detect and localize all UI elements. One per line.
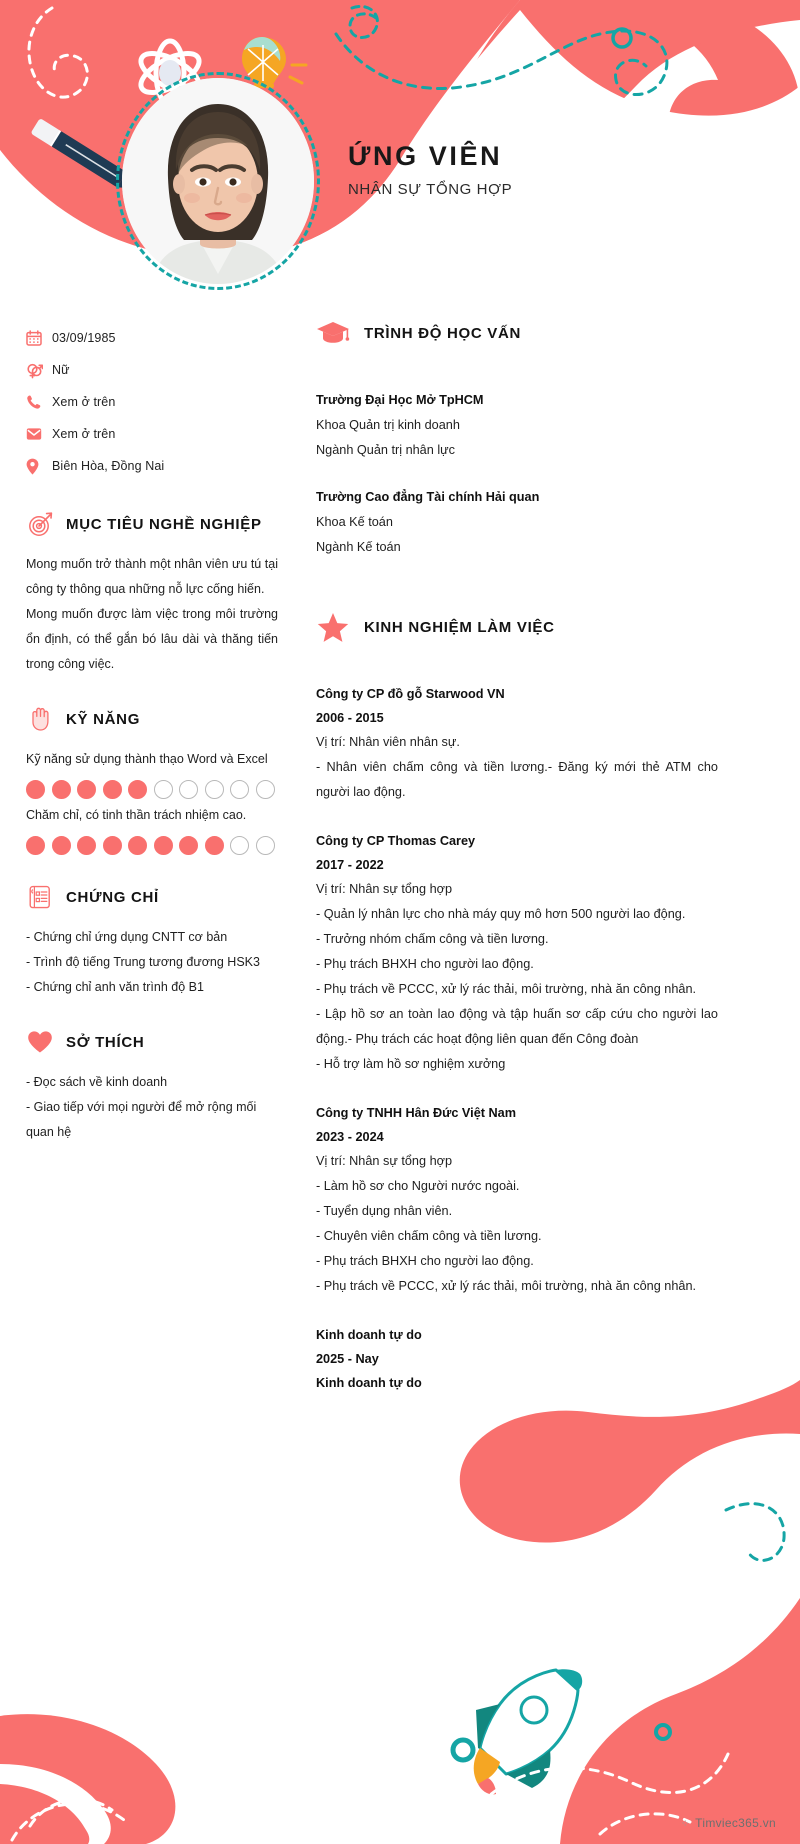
skill-dot[interactable] — [128, 836, 147, 855]
education-item — [316, 388, 718, 463]
skill-dot[interactable] — [52, 780, 71, 799]
certificate-list — [26, 925, 278, 1000]
experience-bullet: - Lập hồ sơ an toàn lao động và tập huấn sơ cấp cứu cho người lao động.- Phụ trách các hoạt động liên quan đến Công đoàn — [316, 1007, 718, 1046]
section-title: TRÌNH ĐỘ HỌC VẤN — [364, 324, 522, 342]
skill-dot[interactable] — [230, 780, 249, 799]
calendar-icon — [26, 330, 52, 346]
experience-bullet: - Làm hồ sơ cho Người nước ngoài. — [316, 1179, 520, 1193]
section-title: KINH NGHIỆM LÀM VIỆC — [364, 618, 555, 636]
experience-bullet: - Phụ trách về PCCC, xử lý rác thải, môi trường, nhà ăn công nhân. — [316, 982, 697, 996]
list-item: - Trình độ tiếng Trung tương đương HSK3 — [26, 955, 260, 969]
section-title: MỤC TIÊU NGHỀ NGHIỆP — [66, 515, 262, 533]
skill-dot[interactable] — [230, 836, 249, 855]
experience-bullet: - Phụ trách về PCCC, xử lý rác thải, môi trường, nhà ăn công nhân. — [316, 1279, 697, 1293]
experience-company: Công ty TNHH Hân Đức Việt Nam — [316, 1106, 516, 1120]
skill-dot[interactable] — [205, 836, 224, 855]
objective-text — [26, 552, 278, 677]
experience-bullet: - Tuyển dụng nhân viên. — [316, 1204, 453, 1218]
skill-dot[interactable] — [205, 780, 224, 799]
section-header-certificates — [26, 883, 278, 911]
contact-item-address — [26, 450, 278, 482]
skill-item — [26, 747, 278, 799]
section-header-skills — [26, 705, 278, 733]
experience-item — [316, 682, 718, 805]
section-header-objective — [26, 510, 278, 538]
gender-icon — [26, 362, 52, 379]
experience-item — [316, 1323, 718, 1395]
experience-bullet: - Chuyên viên chấm công và tiền lương. — [316, 1229, 542, 1243]
experience-bullet: - Phụ trách BHXH cho người lao động. — [316, 957, 534, 971]
contact-item-birthday — [26, 322, 278, 354]
skill-dot[interactable] — [77, 836, 96, 855]
brand-label: Timviec365.vn — [695, 1816, 776, 1830]
objective-line: Mong muốn được làm việc trong môi trường ổn định, có thể gắn bó lâu dài và thăng tiến trong công việc. — [26, 607, 278, 671]
skill-dot[interactable] — [256, 836, 275, 855]
skill-dot[interactable] — [103, 780, 122, 799]
objective-line: Mong muốn trở thành một nhân viên ưu tú tại công ty thông qua những nỗ lực cống hiến. — [26, 557, 278, 596]
checklist-icon — [26, 883, 54, 911]
right-column — [300, 312, 760, 1419]
experience-position: Vị trí: Nhân sự tổng hợp — [316, 1154, 453, 1168]
list-item: - Giao tiếp với mọi người để mở rộng mối quan hệ — [26, 1100, 257, 1139]
contact-item-email[interactable] — [26, 418, 278, 450]
education-faculty: Khoa Quản trị kinh doanh — [316, 418, 460, 432]
skill-dot[interactable] — [26, 836, 45, 855]
skill-dot[interactable] — [179, 780, 198, 799]
avatar — [122, 78, 314, 284]
section-title: CHỨNG CHỈ — [66, 888, 159, 906]
left-column — [0, 312, 300, 1419]
section-header-hobbies — [26, 1028, 278, 1056]
contact-item-phone[interactable] — [26, 386, 278, 418]
hand-icon — [26, 705, 54, 733]
target-icon — [26, 510, 54, 538]
skill-dot[interactable] — [154, 836, 173, 855]
contact-list — [26, 322, 278, 482]
phone-icon — [26, 394, 52, 410]
avatar-photo — [122, 78, 314, 284]
education-item — [316, 485, 718, 560]
name-block — [348, 140, 512, 198]
education-major: Ngành Quản trị nhân lực — [316, 443, 455, 457]
experience-period: 2023 - 2024 — [316, 1130, 384, 1144]
star-icon — [316, 610, 350, 644]
contact-item-gender — [26, 354, 278, 386]
section-title: SỞ THÍCH — [66, 1033, 145, 1051]
skill-dot[interactable] — [256, 780, 275, 799]
experience-position: Vị trí: Nhân sự tổng hợp — [316, 882, 453, 896]
contact-value: Biên Hòa, Đồng Nai — [52, 459, 165, 473]
experience-bullet: - Hỗ trợ làm hồ sơ nghiệm xưởng — [316, 1057, 506, 1071]
list-item: - Chứng chỉ anh văn trình độ B1 — [26, 980, 204, 994]
experience-position: Kinh doanh tự do — [316, 1376, 422, 1390]
experience-company: Kinh doanh tự do — [316, 1328, 422, 1342]
experience-period: 2025 - Nay — [316, 1352, 379, 1366]
education-major: Ngành Kế toán — [316, 540, 401, 554]
skill-rating[interactable] — [26, 780, 278, 799]
skill-item — [26, 803, 278, 855]
experience-period: 2006 - 2015 — [316, 711, 384, 725]
list-item: - Chứng chỉ ứng dụng CNTT cơ bản — [26, 930, 228, 944]
experience-bullet: - Trưởng nhóm chấm công và tiền lương. — [316, 932, 549, 946]
skill-dot[interactable] — [26, 780, 45, 799]
skill-dot[interactable] — [77, 780, 96, 799]
hobby-list — [26, 1070, 278, 1145]
brand-mark-icon: ⁘ — [680, 1817, 691, 1830]
contact-value: Nữ — [52, 363, 70, 377]
contact-value: Xem ở trên — [52, 427, 116, 441]
skill-dot[interactable] — [154, 780, 173, 799]
experience-position: Vị trí: Nhân viên nhân sự. — [316, 735, 460, 749]
education-school: Trường Đại Học Mở TpHCM — [316, 393, 484, 407]
section-header-experience — [316, 610, 718, 644]
experience-bullet: - Quản lý nhân lực cho nhà máy quy mô hơn 500 người lao động. — [316, 907, 686, 921]
experience-bullet: - Phụ trách BHXH cho người lao động. — [316, 1254, 534, 1268]
education-school: Trường Cao đẳng Tài chính Hải quan — [316, 490, 540, 504]
graduation-cap-icon — [316, 316, 350, 350]
contact-value: Xem ở trên — [52, 395, 116, 409]
skill-dot[interactable] — [103, 836, 122, 855]
page-title: ỨNG VIÊN — [348, 141, 503, 171]
candidate-role: NHÂN SỰ TỔNG HỢP — [348, 181, 513, 199]
contact-value: 03/09/1985 — [52, 331, 116, 345]
section-title: KỸ NĂNG — [66, 710, 141, 728]
skill-rating[interactable] — [26, 836, 278, 855]
location-pin-icon — [26, 458, 52, 475]
experience-bullet: - Nhân viên chấm công và tiền lương.- Đăng ký mới thẻ ATM cho người lao động. — [316, 760, 718, 799]
list-item: - Đọc sách về kinh doanh — [26, 1075, 168, 1089]
body-columns — [0, 312, 800, 1419]
brand-watermark — [681, 1816, 776, 1830]
education-faculty: Khoa Kế toán — [316, 515, 393, 529]
skill-label: Kỹ năng sử dụng thành thạo Word và Excel — [26, 752, 268, 766]
experience-item — [316, 1101, 718, 1299]
experience-company: Công ty CP Thomas Carey — [316, 834, 476, 848]
experience-item — [316, 829, 718, 1077]
section-header-education — [316, 316, 718, 350]
experience-company: Công ty CP đồ gỗ Starwood VN — [316, 687, 505, 701]
skill-dot[interactable] — [179, 836, 198, 855]
skill-dot[interactable] — [52, 836, 71, 855]
skill-dot[interactable] — [128, 780, 147, 799]
skill-label: Chăm chỉ, có tinh thần trách nhiệm cao. — [26, 808, 247, 822]
heart-icon — [26, 1028, 54, 1056]
email-icon — [26, 427, 52, 441]
experience-period: 2017 - 2022 — [316, 858, 384, 872]
